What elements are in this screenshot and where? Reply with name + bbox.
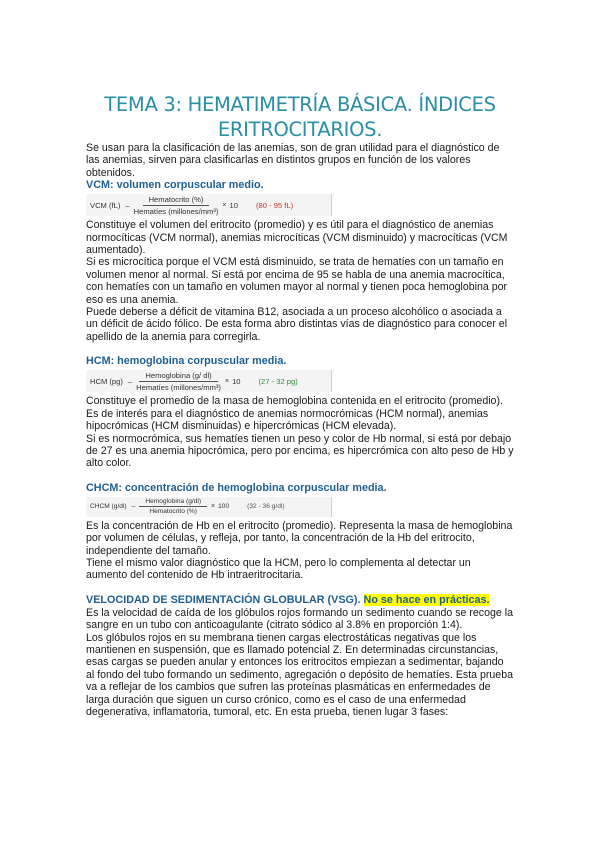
vcm-formula-lhs: VCM (fL) <box>90 200 121 210</box>
chcm-formula-denominator: Hematocrito (%) <box>149 508 197 516</box>
vcm-formula-numerator: Hematocrito (%) <box>143 195 210 206</box>
vcm-heading: VCM: volumen corpuscular medio. <box>86 179 264 192</box>
chcm-formula <box>86 497 332 517</box>
vcm-paragraph-2: Si es microcítica porque el VCM está disminuido, se trata de hematíes con un tamaño en volumen menor al normal. Si está por encima de 95 se habla de una anemia macrocítica, con hematíes con un tamaño en volumen mayor al normal y tienen poca hemoglobina por eso es una anemia. <box>86 256 508 306</box>
vcm-formula-fraction <box>134 195 219 216</box>
chcm-heading: CHCM: concentración de hemoglobina corpuscular media. <box>86 481 387 494</box>
hcm-formula <box>86 370 332 392</box>
hcm-paragraph-2: Si es normocrómica, sus hematíes tienen un peso y color de Hb normal, si está por debajo de 27 es una anemia hipocrómica, pero por encima, es hipercrómica con alto peso de Hb y alto color. <box>86 432 514 470</box>
vcm-formula-denominator: Hematíes (millones/mm³) <box>133 206 219 216</box>
vcm-paragraph-1: Constituye el volumen del eritrocito (promedio) y es útil para el diagnóstico de anemias normocíticas (VCM normal), anemias microcíticas (VCM disminuido) y macrocíticas (VCM aumentado). <box>86 219 508 257</box>
chcm-paragraph-2: Tiene el mismo valor diagnóstico que la HCM, pero lo complementa al detectar un aumento del contenido de Hb intraeritrocitaria. <box>86 556 471 582</box>
vsg-paragraph-2: Los glóbulos rojos en su membrana tienen cargas electrostáticas negativas que los mantienen en suspensión, que es llamado potencial Z. En determinadas circunstancias, esas cargas se pueden anular y entonces los eritrocitos empiezan a sedimentar, bajando al fondo del tubo formando un sedimento, agregación o depósito de hematíes. Esta prueba va a reflejar de los cambios que sufren las proteínas plasmáticas en enfermedades de larga duración que siguen un curso crónico, como es el caso de una enfermedad degenerativa, inflamatoria, tumoral, etc. En esta prueba, tienen lugar 3 fases: <box>86 631 513 718</box>
vcm-paragraph-3: Puede deberse a déficit de vitamina B12, asociada a un proceso alcohólico o asociada a un déficit de ácido fólico. De esta forma abro distintas vías de diagnóstico para conocer el apellido de la anemia para corregirla. <box>86 306 508 343</box>
chcm-formula-lhs: CHCM (g/dl) <box>90 503 127 511</box>
chcm-formula-times: × <box>211 503 216 511</box>
chcm-reference-range: (32 - 36 g/dl) <box>247 503 285 511</box>
hcm-formula-denominator: Hematíes (millones/mm³) <box>136 382 221 392</box>
vcm-formula <box>86 194 332 216</box>
hcm-formula-factor: 10 <box>232 376 241 386</box>
intro-paragraph: Se usan para la clasificación de las anemias, son de gran utilidad para el diagnóstico de las anemias, sirven para clasificarlas en distintos grupos en función de los valores obtenidos. <box>86 142 500 179</box>
hcm-formula-lhs: HCM (pg) <box>90 376 123 386</box>
hcm-formula-minus: – <box>127 376 133 386</box>
vcm-formula-factor: 10 <box>229 200 238 210</box>
vcm-formula-minus: – <box>125 200 130 210</box>
vcm-formula-times: × <box>222 201 227 209</box>
hcm-reference-range: (27 - 32 pg) <box>258 376 298 386</box>
chcm-paragraph-1: Es la concentración de Hb en el eritrocito (promedio). Representa la masa de hemoglobina por volumen de células, y refleja, por tanto, la concentración de la Hb del eritrocito, independiente del tamaño. <box>86 519 513 557</box>
chcm-formula-numerator: Hemoglobina (g/dl) <box>139 498 207 507</box>
chcm-formula-factor: 100 <box>218 503 230 511</box>
hcm-formula-fraction <box>136 371 221 392</box>
chcm-formula-fraction <box>139 498 207 515</box>
document-body <box>86 142 514 718</box>
vcm-reference-range: (80 - 95 fL) <box>255 200 294 210</box>
page-title: TEMA 3: HEMATIMETRÍA BÁSICA. ÍNDICES ERITROCITARIOS. <box>104 93 496 141</box>
vsg-heading <box>86 594 514 607</box>
hcm-formula-numerator: Hemoglobina (g/ dl) <box>139 371 217 382</box>
vsg-heading-text: VELOCIDAD DE SEDIMENTACIÓN GLOBULAR (VSG). <box>86 593 361 606</box>
vsg-practice-note: No se hace en prácticas. <box>363 593 490 606</box>
hcm-formula-times: × <box>224 377 230 385</box>
hcm-paragraph-1: Constituye el promedio de la masa de hemoglobina contenida en el eritrocito (promedio). Es de interés para el diagnóstico de anemias normocrómicas (HCM normal), anemias hipocrómicas (HCM disminuidas) e hipercrómicas (HCM elevada). <box>86 395 503 433</box>
vsg-paragraph-1: Es la velocidad de caída de los glóbulos rojos formando un sedimento cuando se recoge la sangre en un tubo con anticoagulante (citrato sódico al 3.8% en proporción 1:4). <box>86 606 513 632</box>
chcm-formula-minus: – <box>131 503 136 511</box>
hcm-heading: HCM: hemoglobina corpuscular media. <box>86 355 287 368</box>
